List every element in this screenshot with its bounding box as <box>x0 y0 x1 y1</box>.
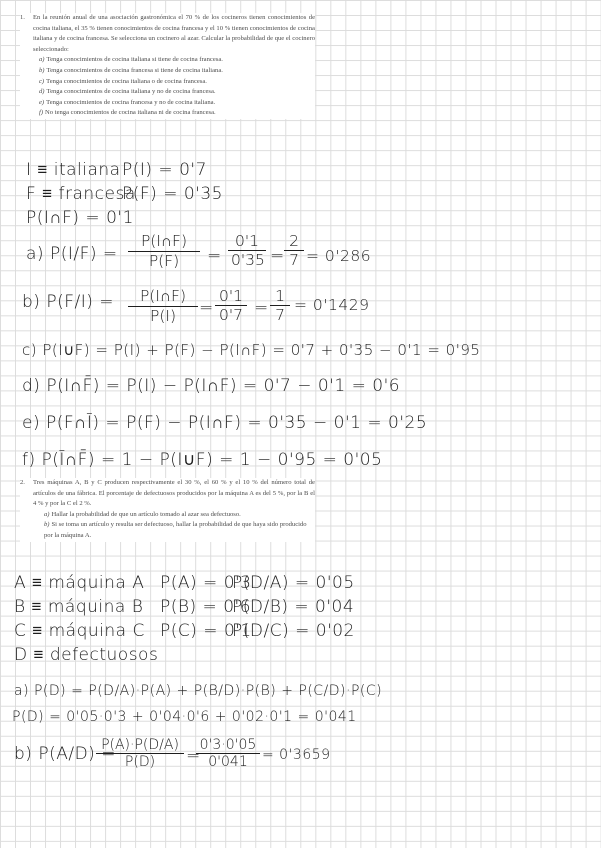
answer-a-fraction-3: $\frac{2}{7}$ <box>284 232 304 269</box>
definition-c: C ≡ máquina C <box>14 621 145 641</box>
answer-b-fraction-2: $\frac{0'3\cdot 0'05}{0'041}$ <box>196 737 260 770</box>
option-a: a) Hallar la probabilidad de que un artículo tomado al azar sea defectuoso. <box>44 510 241 518</box>
problem-number: 1. <box>20 14 25 21</box>
definition-a: A ≡ máquina A <box>14 573 145 593</box>
probability-a: P(A) = 0'3 <box>160 573 252 593</box>
answer-e: e) P(F∩Ī) = P(F) − P(I∩F) = 0'35 − 0'1 = 0'25 <box>22 413 428 433</box>
option-f: f) No tenga conocimientos de cocina italiana ni de cocina francesa. <box>39 109 216 117</box>
answer-b-result: = 0'3659 <box>262 747 331 763</box>
answer-b-result: = 0'1429 <box>294 296 370 314</box>
probability-d-given-c: P(D/C) = 0'02 <box>232 621 355 641</box>
answer-b-equals-1: = <box>199 298 214 318</box>
probability-b: P(B) = 0'6 <box>160 597 252 617</box>
option-c: c) Tenga conocimientos de cocina italiana o de cocina francesa. <box>39 77 207 85</box>
definition-i: I ≡ italiana <box>26 160 121 180</box>
answer-a-equals-1: = <box>207 246 222 266</box>
answer-b-equals: = <box>186 746 201 766</box>
answer-b-fraction-2: $\frac{0'1}{0'7}$ <box>215 287 247 324</box>
probability-i-and-f: P(I∩F) = 0'1 <box>26 208 134 228</box>
option-b: b) Tenga conocimientos de cocina francesa si tiene de cocina italiana. <box>39 66 223 74</box>
answer-b-lhs: b) P(A/D) = <box>14 744 116 764</box>
problem-text: Tres máquinas A, B y C producen respectivamente el 30 %, el 60 % y el 10 % del número total de artículos de una fábrica. El porcentaje de defectuosos producidos por la máquina A es del 5 %, por la B el 4 % y por la C el 2 %. <box>33 479 315 508</box>
probability-d-given-a: P(D/A) = 0'05 <box>232 573 355 593</box>
option-d: d) Tenga conocimientos de cocina italiana y no de cocina francesa. <box>39 88 216 96</box>
answer-b-equals-2: = <box>254 298 269 318</box>
answer-b-fraction-1: $\frac{P(A)\cdot P(D/A)}{P(D)}$ <box>96 737 184 770</box>
problem-number: 2. <box>20 479 25 486</box>
probability-i: P(I) = 0'7 <box>122 160 207 180</box>
definition-d: D ≡ defectuosos <box>14 645 159 665</box>
definition-b: B ≡ máquina B <box>14 597 144 617</box>
definition-f: F ≡ francesa <box>26 184 136 204</box>
probability-d-given-b: P(D/B) = 0'04 <box>232 597 355 617</box>
answer-a-fraction-1: $\frac{P(I\cap F)}{P(F)}$ <box>128 232 200 270</box>
option-b: b) Si se toma un artículo y resulta ser defectuoso, hallar la probabilidad de que haya sido producido por la máquina A. <box>44 521 307 539</box>
answer-b-lhs: b) P(F/I) = <box>22 292 115 312</box>
answer-b-fraction-3: $\frac{1}{7}$ <box>270 287 290 324</box>
problem-text: En la reunión anual de una asociación gastronómica el 70 % de los cocineros tienen conocimientos de cocina italiana, el 35 % tienen conocimientos de cocina francesa y el 10 % tienen conocimientos de cocina italiana y de cocina francesa. Se selecciona un cocinero al azar. Calcular la probabilidad de que el cocinero seleccionado: <box>33 14 315 53</box>
answer-f: f) P(Ī∩F̄) = 1 − P(I∪F) = 1 − 0'95 = 0'05 <box>22 450 383 470</box>
answer-b-fraction-1: $\frac{P(I\cap F)}{P(I)}$ <box>128 287 198 325</box>
answer-a-lhs: a) P(I/F) = <box>26 244 118 264</box>
answer-a-formula: a) P(D) = P(D/A)·P(A) + P(B/D)·P(B) + P(C/D)·P(C) <box>14 683 383 699</box>
option-a: a) Tenga conocimientos de cocina italiana si tiene de cocina francesa. <box>39 56 223 64</box>
answer-a-computation: P(D) = 0'05·0'3 + 0'04·0'6 + 0'02·0'1 = 0'041 <box>12 709 357 725</box>
option-e: e) Tenga conocimientos de cocina francesa y no de cocina italiana. <box>39 98 216 106</box>
probability-c: P(C) = 0'1 <box>160 621 252 641</box>
answer-a-result: = 0'286 <box>306 247 372 265</box>
problem-1-statement <box>20 13 315 119</box>
answer-d: d) P(I∩F̄) = P(I) − P(I∩F) = 0'7 − 0'1 = 0'6 <box>22 376 401 396</box>
answer-a-equals-2: = <box>270 246 285 266</box>
probability-f: P(F) = 0'35 <box>122 184 223 204</box>
answer-a-fraction-2: $\frac{0'1}{0'35}$ <box>228 232 266 269</box>
problem-2-statement <box>20 478 315 542</box>
answer-c: c) P(I∪F) = P(I) + P(F) − P(I∩F) = 0'7 + 0'35 − 0'1 = 0'95 <box>22 341 481 359</box>
